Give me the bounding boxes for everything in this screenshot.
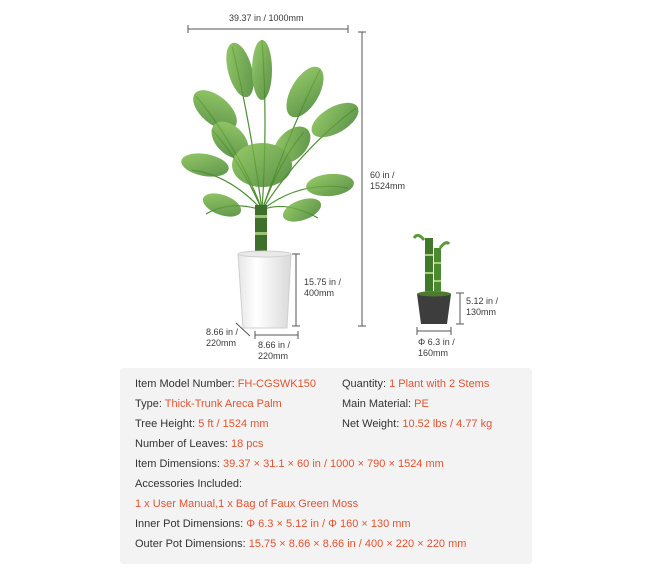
spec-tree-height	[135, 417, 269, 431]
spec-net-weight-label: Net Weight:	[342, 418, 403, 430]
spec-net-weight	[342, 417, 492, 431]
spec-item-dimensions	[135, 457, 444, 471]
pot-depth-text-line2: 220mm	[206, 338, 237, 348]
spec-tree-height-value: 5 ft / 1524 mm	[198, 418, 269, 430]
spec-model-number-value: FH-CGSWK150	[237, 378, 316, 390]
width-label	[229, 13, 304, 24]
spec-main-material-label: Main Material:	[342, 398, 415, 410]
spec-quantity-label: Quantity:	[342, 378, 390, 390]
spec-accessories-label: Accessories Included:	[135, 478, 242, 490]
pot-width-dimension-line	[255, 331, 298, 339]
inner-height-text-line1: 5.12 in /	[466, 296, 499, 306]
spec-main-material-value: PE	[414, 398, 429, 410]
height-text-line1: 60 in /	[370, 170, 395, 180]
specifications-panel	[120, 368, 532, 564]
inner-height-label	[466, 296, 498, 318]
spec-tree-height-label: Tree Height:	[135, 418, 199, 430]
spec-accessories-value: 1 x User Manual,1 x Bag of Faux Green Moss	[135, 498, 359, 510]
spec-quantity	[342, 377, 489, 391]
spec-accessories-list	[135, 497, 358, 511]
spec-number-of-leaves-label: Number of Leaves:	[135, 438, 231, 450]
inner-diameter-text-line1: Φ 6.3 in /	[418, 337, 455, 347]
height-text-line2: 1524mm	[370, 181, 406, 191]
pot-height-label	[304, 277, 341, 299]
spec-inner-pot-dimensions	[135, 517, 411, 531]
inner-diameter-dimension-line	[417, 327, 451, 335]
spec-type-value: Thick-Trunk Areca Palm	[164, 398, 282, 410]
small-plant-illustration	[414, 235, 451, 324]
pot-width-label	[258, 340, 290, 362]
pot-width-text-line1: 8.66 in /	[258, 340, 291, 350]
width-text: 39.37 in / 1000mm	[229, 13, 304, 23]
spec-item-dimensions-label: Item Dimensions:	[135, 458, 224, 470]
spec-inner-pot-label: Inner Pot Dimensions:	[135, 518, 247, 530]
inner-diameter-text-line2: 160mm	[418, 348, 449, 358]
pot-height-dimension-line	[292, 254, 300, 326]
spec-item-dimensions-value: 39.37 × 31.1 × 60 in / 1000 × 790 × 1524 mm	[223, 458, 444, 470]
spec-inner-pot-value: Φ 6.3 × 5.12 in / Φ 160 × 130 mm	[246, 518, 411, 530]
spec-main-material	[342, 397, 429, 411]
spec-net-weight-value: 10.52 lbs / 4.77 kg	[402, 418, 493, 430]
spec-outer-pot-dimensions	[135, 537, 466, 551]
height-label	[370, 170, 405, 192]
spec-number-of-leaves-value: 18 pcs	[231, 438, 264, 450]
spec-model-number	[135, 377, 316, 391]
pot-height-text-line1: 15.75 in /	[304, 277, 342, 287]
spec-outer-pot-label: Outer Pot Dimensions:	[135, 538, 249, 550]
inner-diameter-label	[418, 337, 455, 359]
inner-height-dimension-line	[456, 293, 464, 324]
spec-accessories	[135, 477, 242, 491]
spec-number-of-leaves	[135, 437, 263, 451]
spec-model-number-label: Item Model Number:	[135, 378, 238, 390]
height-dimension-line	[358, 32, 366, 326]
width-dimension-line	[188, 25, 348, 33]
spec-type-label: Type:	[135, 398, 165, 410]
pot-width-text-line2: 220mm	[258, 351, 289, 361]
spec-type	[135, 397, 282, 411]
spec-outer-pot-value: 15.75 × 8.66 × 8.66 in / 400 × 220 × 220 mm	[248, 538, 467, 550]
inner-height-text-line2: 130mm	[466, 307, 497, 317]
spec-quantity-value: 1 Plant with 2 Stems	[389, 378, 490, 390]
pot-depth-label	[206, 327, 238, 349]
pot-height-text-line2: 400mm	[304, 288, 335, 298]
pot-depth-text-line1: 8.66 in /	[206, 327, 239, 337]
